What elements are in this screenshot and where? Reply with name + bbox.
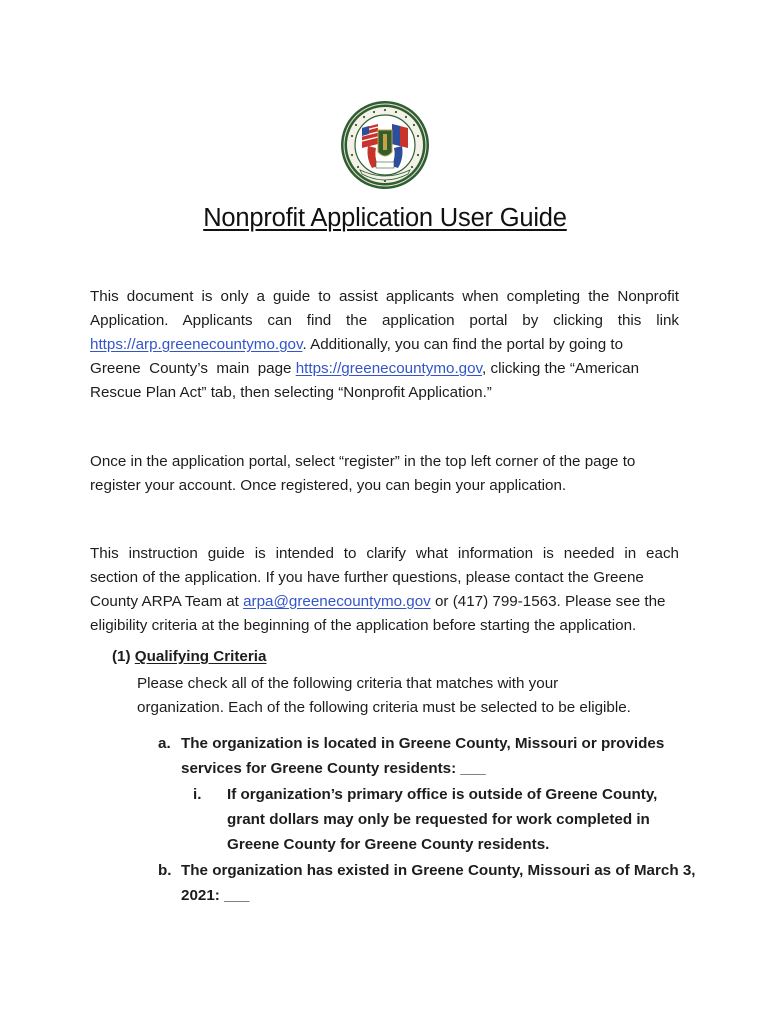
- para1-line1: This document is only a guide to assist applicants when completing the Nonprofit: [90, 288, 679, 305]
- para1-line4-pre: Greene County’s main page: [90, 360, 296, 377]
- criteria-a-line1: The organization is located in Greene County, Missouri or provides: [181, 735, 665, 752]
- criteria-a-marker: a.: [158, 735, 171, 752]
- criteria-b-line2: 2021: ___: [181, 887, 250, 904]
- criteria-a-i-line2: grant dollars may only be requested for work completed in: [227, 811, 650, 828]
- criteria-a-i: [193, 782, 663, 857]
- para3-line3: [90, 590, 679, 614]
- para3-line3-pre: County ARPA Team at: [90, 593, 244, 610]
- para2-line2: register your account. Once registered, you can begin your application.: [90, 477, 567, 494]
- criteria-b-marker: b.: [158, 862, 172, 879]
- criteria-a-line2: services for Greene County residents: ___: [181, 760, 486, 777]
- register-paragraph: [90, 450, 679, 498]
- para1-line5: Rescue Plan Act” tab, then selecting “Nonprofit Application.”: [90, 384, 492, 401]
- para2-line1: Once in the application portal, select “register” in the top left corner of the page to: [90, 453, 636, 470]
- email-link[interactable]: arpa@greenecountymo.gov: [243, 593, 431, 610]
- para1-line3-text: . Additionally, you can find the portal by going to: [302, 336, 624, 353]
- instruction-paragraph: [90, 542, 679, 638]
- para3-line3-post: or (417) 799-1563. Please see the: [430, 593, 666, 610]
- criteria-a-i-marker: i.: [193, 786, 202, 803]
- portal-link[interactable]: https://arp.greenecountymo.gov: [90, 336, 303, 353]
- criteria-b: [158, 858, 696, 908]
- criteria-a-i-line3: Greene County for Greene County residents.: [227, 836, 550, 853]
- section-heading: [112, 648, 266, 665]
- county-site-link[interactable]: https://greenecountymo.gov: [295, 360, 483, 377]
- document-title: Nonprofit Application User Guide: [203, 204, 567, 232]
- para3-line2: section of the application. If you have further questions, please contact the Greene: [90, 569, 644, 586]
- section-body-line1: Please check all of the following criteria that matches with your: [137, 675, 559, 692]
- criteria-a: [158, 731, 678, 781]
- criteria-b-line1: The organization has existed in Greene County, Missouri as of March 3,: [181, 862, 696, 879]
- para3-line1: This instruction guide is intended to clarify what information is needed in each: [90, 545, 679, 562]
- para3-line4: eligibility criteria at the beginning of the application before starting the application.: [90, 617, 637, 634]
- section-description: [137, 672, 667, 720]
- intro-paragraph: [90, 285, 679, 405]
- para1-line2: Application. Applicants can find the application portal by clicking this link: [90, 312, 679, 329]
- para1-line4-post: , clicking the “American: [482, 360, 640, 377]
- section-body-line2: organization. Each of the following criteria must be selected to be eligible.: [137, 699, 631, 716]
- para1-line3: [90, 333, 679, 357]
- section-title: Qualifying Criteria: [134, 648, 267, 665]
- criteria-a-i-line1: If organization’s primary office is outside of Greene County,: [227, 786, 658, 803]
- county-seal-icon: [338, 100, 432, 190]
- section-number: (1): [112, 648, 131, 665]
- para1-line4: [90, 357, 679, 381]
